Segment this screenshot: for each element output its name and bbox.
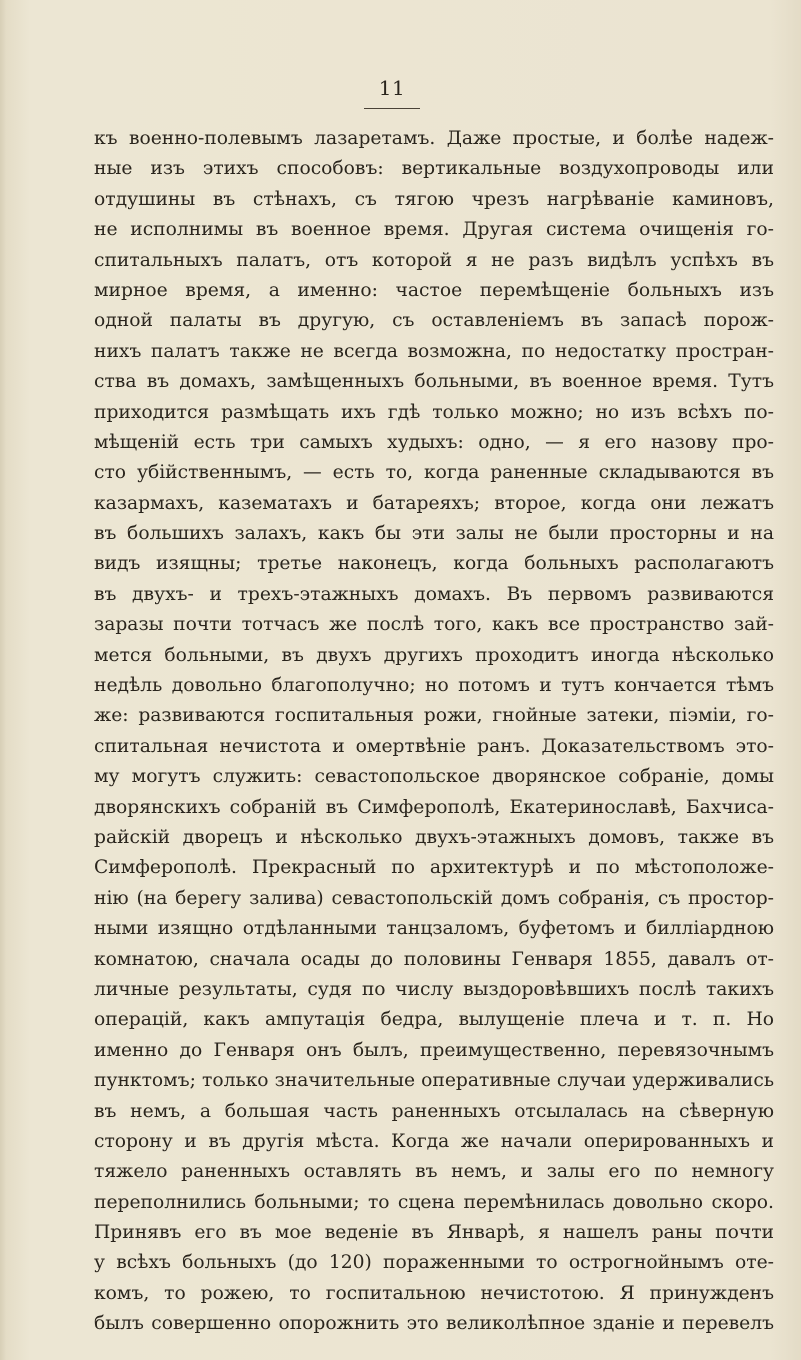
- body-text: [94, 124, 774, 1340]
- text-line: заразы почти тотчасъ же послѣ того, какъ все пространство зай-: [94, 614, 774, 636]
- text-line: личные результаты, судя по числу выздоровѣвшихъ послѣ такихъ: [94, 978, 774, 1000]
- text-line: пунктомъ; только значительные оперативные случаи удерживались: [94, 1070, 774, 1092]
- text-line: видъ изящны; третье наконецъ, когда больныхъ располагаютъ: [94, 553, 774, 575]
- text-line: тяжело раненныхъ оставлять въ немъ, и залы его по немногу: [94, 1161, 774, 1183]
- scan-edge-shadow: [0, 0, 6, 1360]
- text-line: дворянскихъ собраній въ Симферополѣ, Екатеринославѣ, Бахчиса-: [94, 796, 774, 818]
- text-line: комъ, то рожею, то госпитальною нечистотою. Я принужденъ: [94, 1282, 774, 1304]
- text-line: сто убійственнымъ, — есть то, когда раненные складываются въ: [94, 462, 774, 484]
- text-line: былъ совершенно опорожнить это великолѣпное зданіе и перевелъ: [94, 1313, 774, 1335]
- text-line: му могутъ служить: севастопольское дворянское собраніе, домы: [94, 766, 774, 788]
- text-line: ными изящно отдѣланными танцзаломъ, буфетомъ и билліардною: [94, 918, 774, 940]
- text-line: мѣщеній есть три самыхъ худыхъ: одно, — я его назову про-: [94, 431, 774, 453]
- text-line: отдушины въ стѣнахъ, съ тягою чрезъ нагрѣваніе каминовъ,: [94, 188, 774, 210]
- text-line: сторону и въ другія мѣста. Когда же начали оперированныхъ и: [94, 1130, 774, 1152]
- text-line: переполнились больными; то сцена перемѣнилась довольно скоро.: [94, 1191, 774, 1213]
- text-line: нихъ палатъ также не всегда возможна, по недостатку простран-: [94, 340, 774, 362]
- text-line: у всѣхъ больныхъ (до 120) пораженными то острогнойнымъ оте-: [94, 1252, 774, 1274]
- text-line: ства въ домахъ, замѣщенныхъ больными, въ военное время. Тутъ: [94, 371, 774, 393]
- text-line: приходится размѣщать ихъ гдѣ только можно; но изъ всѣхъ по-: [94, 401, 774, 423]
- text-line: не исполнимы въ военное время. Другая система очищенія го-: [94, 219, 774, 241]
- text-line: въ немъ, а большая часть раненныхъ отсылалась на сѣверную: [94, 1100, 774, 1122]
- text-line: въ большихъ залахъ, какъ бы эти залы не были просторны и на: [94, 523, 774, 545]
- text-line: же: развиваются госпитальныя рожи, гнойные затеки, піэміи, го-: [94, 705, 774, 727]
- text-line: ные изъ этихъ способовъ: вертикальные воздухопроводы или: [94, 158, 774, 180]
- text-line: комнатою, сначала осады до половины Генваря 1855, давалъ от-: [94, 948, 774, 970]
- text-line: мется больными, въ двухъ другихъ проходитъ иногда нѣсколько: [94, 644, 774, 666]
- text-line: недѣль довольно благополучно; но потомъ и тутъ кончается тѣмъ: [94, 675, 774, 697]
- text-line: нію (на берегу залива) севастопольскій домъ собранія, съ простор-: [94, 887, 774, 909]
- text-line: къ военно-полевымъ лазаретамъ. Даже простые, и болѣе надеж-: [94, 128, 774, 149]
- text-line: Симферополѣ. Прекрасный по архитектурѣ и по мѣстоположе-: [94, 857, 774, 879]
- text-line: именно до Генваря онъ былъ, преимущественно, перевязочнымъ: [94, 1039, 774, 1061]
- page-number-header: [364, 76, 420, 109]
- text-line: казармахъ, казематахъ и батареяхъ; второе, когда они лежатъ: [94, 492, 774, 514]
- text-line: въ двухъ- и трехъ-этажныхъ домахъ. Въ первомъ развиваются: [94, 583, 774, 605]
- text-line: спитальныхъ палатъ, отъ которой я не разъ видѣлъ успѣхъ въ: [94, 249, 774, 271]
- text-line: спитальная нечистота и омертвѣніе ранъ. Доказательствомъ это-: [94, 735, 774, 757]
- text-line: райскій дворецъ и нѣсколько двухъ-этажныхъ домовъ, также въ: [94, 826, 774, 848]
- text-line: одной палаты въ другую, съ оставленіемъ въ запасѣ порож-: [94, 310, 774, 332]
- text-line: Принявъ его въ мое веденіе въ Январѣ, я нашелъ раны почти: [94, 1222, 774, 1244]
- text-line: мирное время, а именно: частое перемѣщеніе больныхъ изъ: [94, 279, 774, 301]
- page-number: 11: [378, 76, 406, 100]
- text-line: операцій, какъ ампутація бедра, вылущеніе плеча и т. п. Но: [94, 1009, 774, 1031]
